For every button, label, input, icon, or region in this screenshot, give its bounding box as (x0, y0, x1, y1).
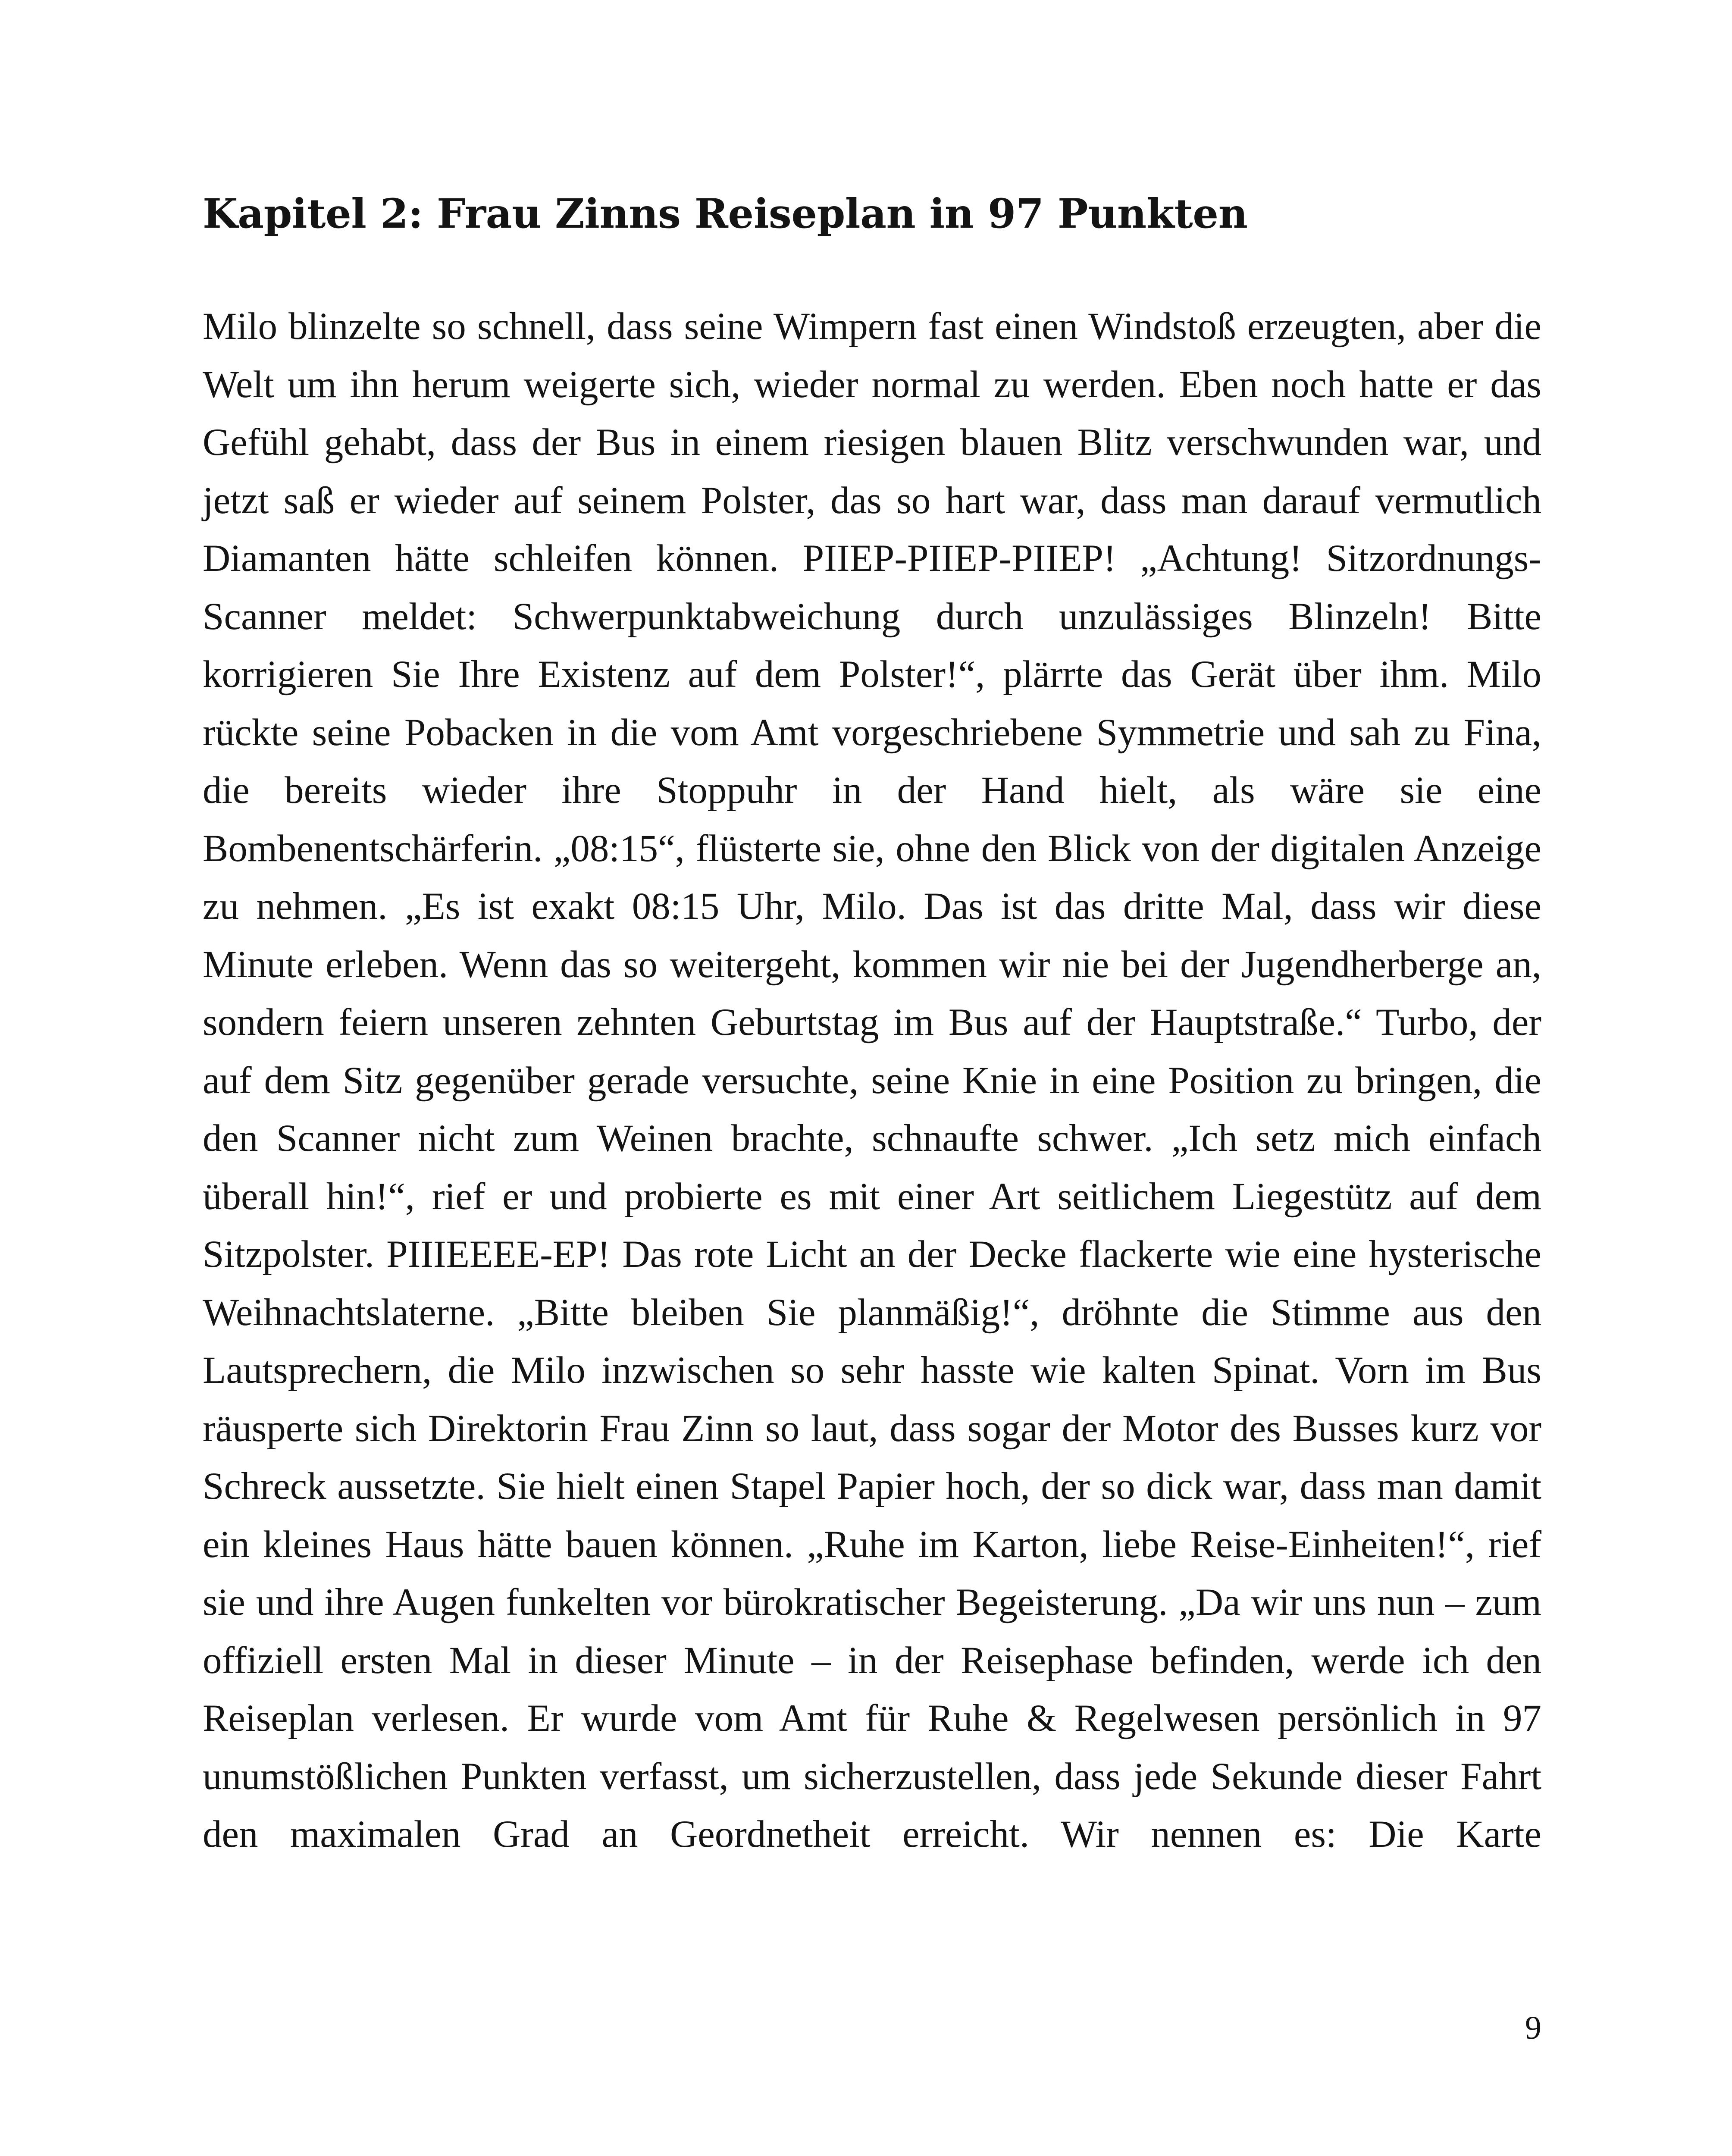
page-number: 9 (1525, 2010, 1541, 2046)
chapter-title: Kapitel 2: Frau Zinns Reiseplan in 97 Punkten (203, 190, 1248, 238)
body-paragraph: Milo blinzelte so schnell, dass seine Wimpern fast einen Windstoß erzeugten, aber die Welt um ihn herum weigerte sich, wieder normal zu werden. Eben noch hatte er das Gefühl gehabt, dass der Bus in einem riesigen blauen Blitz verschwunden war, und jetzt saß er wieder auf seinem Polster, das so hart war, dass man darauf vermutlich Diamanten hätte schleifen können. PIIEP-PIIEP-PIIEP! „Achtung! Sitzordnungs-Scanner meldet: Schwerpunktabweichung durch unzulässiges Blinzeln! Bitte korrigieren Sie Ihre Existenz auf dem Polster!“, plärrte das Gerät über ihm. Milo rückte seine Pobacken in die vom Amt vorgeschriebene Symmetrie und sah zu Fina, die bereits wieder ihre Stoppuhr in der Hand hielt, als wäre sie eine Bombenentschärferin. „08:15“, flüsterte sie, ohne den Blick von der digitalen Anzeige zu nehmen. „Es ist exakt 08:15 Uhr, Milo. Das ist das dritte Mal, dass wir diese Minute erleben. Wenn das so weitergeht, kommen wir nie bei der Jugendherberge an, sondern feiern unseren zehnten Geburtstag im Bus auf der Hauptstraße.“ Turbo, der auf dem Sitz gegenüber gerade versuchte, seine Knie in eine Position zu bringen, die den Scanner nicht zum Weinen brachte, schnaufte schwer. „Ich setz mich einfach überall hin!“, rief er und probierte es mit einer Art seitlichem Liegestütz auf dem Sitzpolster. PIIIEEEE-EP! Das rote Licht an der Decke flackerte wie eine hysterische Weihnachtslaterne. „Bitte bleiben Sie planmäßig!“, dröhnte die Stimme aus den Lautsprechern, die Milo inzwischen so sehr hasste wie kalten Spinat. Vorn im Bus räusperte sich Direktorin Frau Zinn so laut, dass sogar der Motor des Busses kurz vor Schreck aussetzte. Sie hielt einen Stapel Papier hoch, der so dick war, dass man damit ein kleines Haus hätte bauen können. „Ruhe im Karton, liebe Reise-Einheiten!“, rief sie und ihre Augen funkelten vor bürokratischer Begeisterung. „Da wir uns nun – zum offiziell ersten Mal in dieser Minute – in der Reisephase befinden, werde ich den Reiseplan verlesen. Er wurde vom Amt für Ruhe & Regelwesen persönlich in 97 unumstößlichen Punkten verfasst, um sicherzustellen, dass jede Sekunde dieser Fahrt den maximalen Grad an Geordnetheit erreicht. Wir nennen es: Die Karte (203, 305, 1541, 1855)
